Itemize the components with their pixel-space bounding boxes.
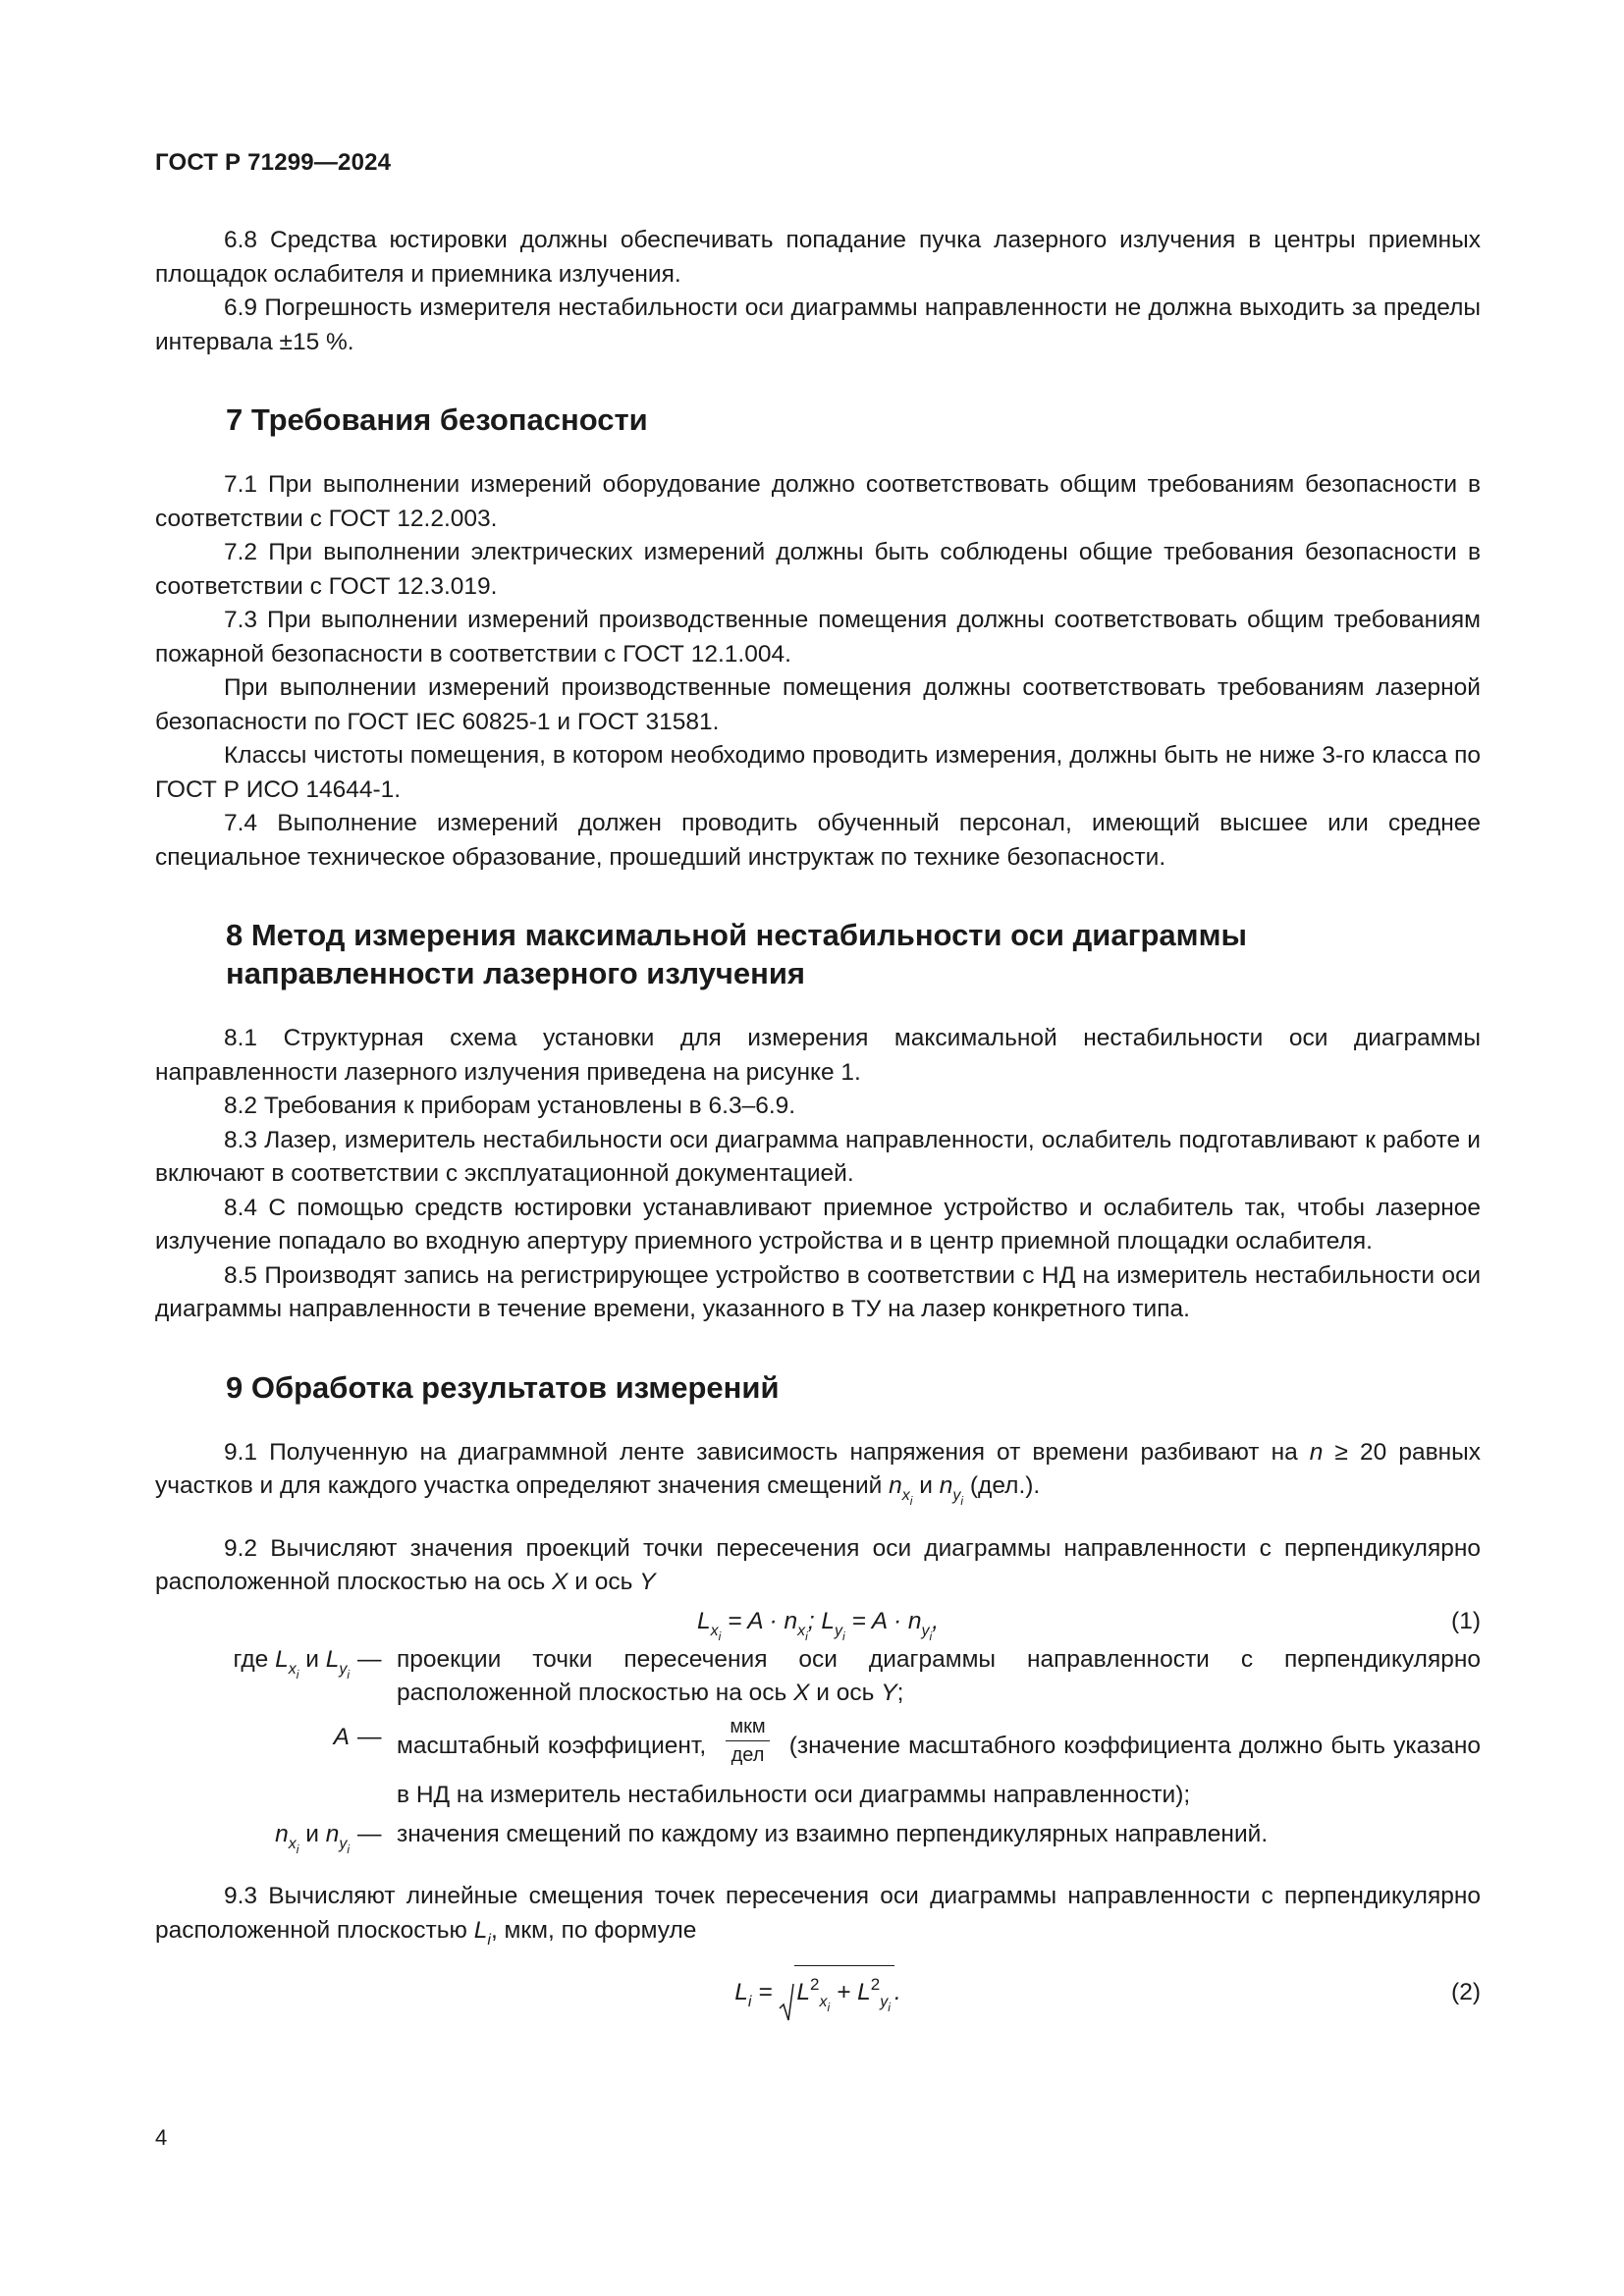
paragraph-9-1: 9.1 Полученную на диаграммной ленте зависимость напряжения от времени разбивают на n ≥ 20 равных участков и для каждого участка определяют значения смещений $n_{x_i}$ и $n_{y_i}$ (дел.). xyxy=(155,1438,1481,1508)
paragraph-8-2: 8.2 Требования к приборам установлены в 6.3–6.9. xyxy=(224,1093,796,1119)
paragraph-7-3-laser: При выполнении измерений производственные помещения должны соответствовать требованиям лазерной безопасности по ГОСТ IEC 60825-1 и ГОСТ 31581. xyxy=(155,674,1481,735)
section-9-heading: 9 Обработка результатов измерений xyxy=(226,1369,780,1405)
formula-2-number: (2) xyxy=(1451,1979,1481,2005)
paragraph-8-4: 8.4 С помощью средств юстировки устанавливают приемное устройство и ослабитель так, чтобы лазерное излучение попадало во входную апертуру приемного устройства и в центр приемной площадки ослабителя. xyxy=(155,1194,1481,1255)
paragraph-6-9: 6.9 Погрешность измерителя нестабильности оси диаграммы направленности не должна выходить за пределы интервала ±15 %. xyxy=(155,294,1481,355)
legend-row-a: A — масштабный коэффициент, $\frac{\text{мкм}}{\text{дел}}$ (значение масштабного коэффициента должно быть указано в НД на измеритель нестабильности оси диаграммы направленности); xyxy=(333,1715,1482,1808)
paragraph-7-1: 7.1 При выполнении измерений оборудование должно соответствовать общим требованиям безопасности в соответствии с ГОСТ 12.2.003. xyxy=(155,471,1481,532)
document-header-id: ГОСТ Р 71299—2024 xyxy=(155,149,392,176)
paragraph-9-3: 9.3 Вычисляют линейные смещения точек пересечения оси диаграммы направленности с перпендикулярно расположенной плоскостью $L_i$, мкм, по формуле xyxy=(155,1883,1481,1949)
paragraph-6-8: 6.8 Средства юстировки должны обеспечивать попадание пучка лазерного излучения в центры приемных площадок ослабителя и приемника излучения. xyxy=(155,227,1481,288)
paragraph-7-3-cleanliness: Классы чистоты помещения, в котором необходимо проводить измерения, должны быть не ниже 3-го класса по ГОСТ Р ИСО 14644-1. xyxy=(155,742,1481,803)
page-number: 4 xyxy=(155,2125,168,2150)
formula-1-number: (1) xyxy=(1451,1607,1481,1634)
unit-fraction: $\frac{\text{мкм}}{\text{дел}}$ xyxy=(726,1715,769,1767)
paragraph-7-2: 7.2 При выполнении электрических измерений должны быть соблюдены общие требования безопасности в соответствии с ГОСТ 12.3.019. xyxy=(155,539,1481,600)
paragraph-8-5: 8.5 Производят запись на регистрирующее устройство в соответствии с НД на измеритель нестабильности оси диаграммы направленности в течение времени, указанного в ТУ на лазер конкретного типа. xyxy=(155,1261,1481,1322)
legend-row-l: где $L_{x_i}$ и $L_{y_i}$ — проекции точки пересечения оси диаграммы направленности с перпендикулярно расположенной плоскостью на ось X и ось Y; xyxy=(233,1645,1481,1706)
section-7-heading: 7 Требования безопасности xyxy=(226,402,648,437)
formula-1-expression: $L_{x_i} = A \cdot n_{x_i}$; $L_{y_i} = A \cdot n_{y_i}$, xyxy=(696,1607,940,1643)
square-root: $L^2_{x_i} + L^2_{y_i}$ xyxy=(779,1965,893,2022)
formula-1-legend xyxy=(155,1643,1481,1867)
legend-row-n: $n_{x_i}$ и $n_{y_i}$ — значения смещений по каждому из взаимно перпендикулярных направлений. xyxy=(275,1820,1269,1856)
paragraph-7-3: 7.3 При выполнении измерений производственные помещения должны соответствовать общим требованиям пожарной безопасности в соответствии с ГОСТ 12.1.004. xyxy=(155,607,1481,667)
paragraph-9-2: 9.2 Вычисляют значения проекций точки пересечения оси диаграммы направленности с перпендикулярно расположенной плоскостью на ось X и ось Y xyxy=(155,1534,1481,1595)
formula-2-expression: $L_i$ = $L^2_{x_i} + L^2_{y_i}$ . xyxy=(155,1963,1481,2032)
paragraph-8-1: 8.1 Структурная схема установки для измерения максимальной нестабильности оси диаграммы направленности лазерного излучения приведена на рисунке 1. xyxy=(155,1025,1481,1086)
formula-1 xyxy=(155,1600,1481,1643)
formula-2 xyxy=(155,1963,1481,2022)
document-body xyxy=(155,224,1481,2022)
paragraph-8-3: 8.3 Лазер, измеритель нестабильности оси диаграмма направленности, ослабитель подготавливают к работе и включают в соответствии с эксплуатационной документацией. xyxy=(155,1126,1481,1187)
section-8-heading: 8 Метод измерения максимальной нестабильности оси диаграммы направленности лазерного излучения xyxy=(226,918,1247,990)
paragraph-7-4: 7.4 Выполнение измерений должен проводить обученный персонал, имеющий высшее или среднее специальное техническое образование, прошедший инструктаж по технике безопасности. xyxy=(155,810,1481,871)
